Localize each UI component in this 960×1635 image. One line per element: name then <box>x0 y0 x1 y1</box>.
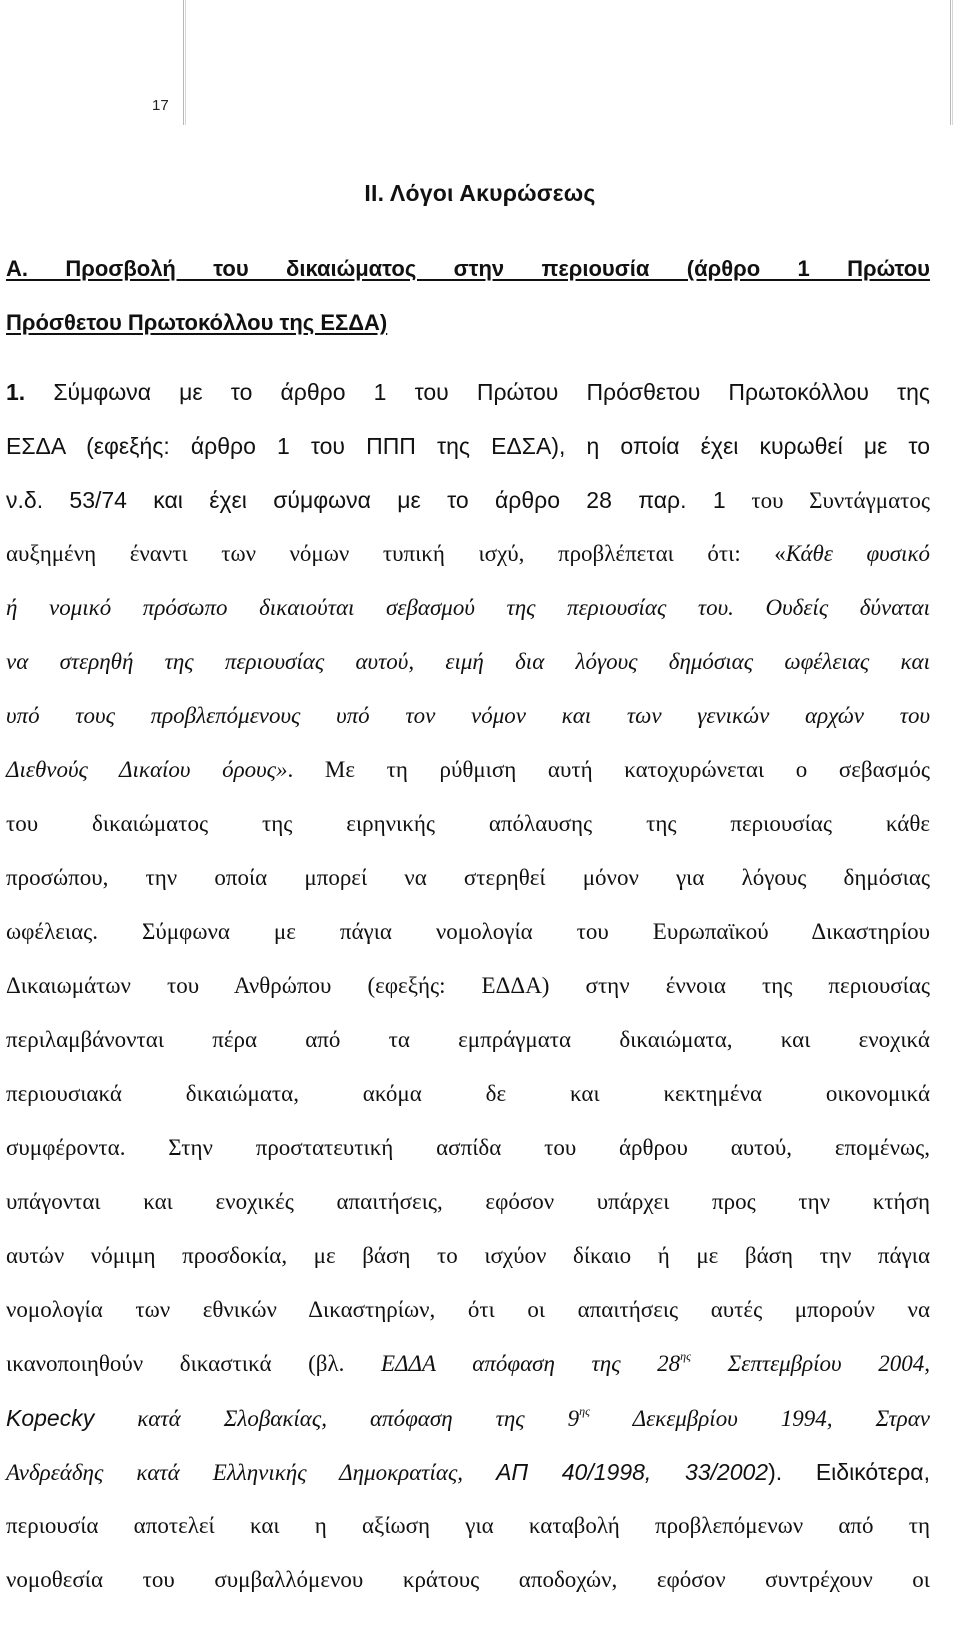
body-line-20 <box>6 1403 930 1434</box>
citation-text: Σεπτεμβρίου 2004, <box>690 1351 930 1376</box>
subheading-line-2: Πρόσθετου Πρωτοκόλλου της ΕΣΔΑ) <box>6 310 388 335</box>
body-line-1 <box>6 377 930 408</box>
body-text: . Με τη ρύθμιση αυτή κατοχυρώνεται ο σεβασμός <box>287 757 931 782</box>
citation-text: Δεκεμβρίου 1994, Στραν <box>589 1406 930 1431</box>
body-line-12: Δικαιωμάτων του Ανθρώπου (εφεξής: ΕΔΔΑ) στην έννοια της περιουσίας <box>6 973 930 998</box>
body-line-14: περιουσιακά δικαιώματα, ακόμα δε και κεκτημένα οικονομικά <box>6 1081 930 1106</box>
body-text: ). Ειδικότερα, <box>768 1459 930 1485</box>
body-line-4 <box>6 539 930 569</box>
body-line-16: υπάγονται και ενοχικές απαιτήσεις, εφόσον υπάρχει προς την κτήση <box>6 1189 930 1214</box>
body-line-3 <box>6 485 930 516</box>
citation-text: ΑΠ 40/1998, 33/2002 <box>496 1459 769 1485</box>
body-line-15: συμφέροντα. Στην προστατευτική ασπίδα του άρθρου αυτού, επομένως, <box>6 1135 930 1160</box>
margin-rule-left <box>183 0 184 125</box>
citation-text: κατά Σλοβακίας, απόφαση της 9 <box>94 1406 580 1431</box>
body-line-11: ωφέλειας. Σύμφωνα με πάγια νομολογία του Ευρωπαϊκού Δικαστηρίου <box>6 919 930 944</box>
body-text: του Συντάγματος <box>725 488 930 513</box>
ordinal-suffix: ης <box>579 1404 590 1418</box>
body-line-17: αυτών νόμιμη προσδοκία, με βάση το ισχύον δίκαιο ή με βάση την πάγια <box>6 1243 930 1268</box>
body-text: ικανοποιηθούν δικαστικά (βλ. <box>6 1351 381 1376</box>
body-line-22: περιουσία αποτελεί και η αξίωση για καταβολή προβλεπόμενων από τη <box>6 1513 930 1538</box>
page-number: 17 <box>152 97 169 114</box>
body-text: αυξημένη έναντι των νόμων τυπική ισχύ, προβλέπεται ότι: « <box>6 541 786 566</box>
ordinal-suffix: ης <box>680 1349 691 1363</box>
citation-text: ΕΔΔΑ απόφαση της 28 <box>381 1351 681 1376</box>
body-text: Σύμφωνα με το άρθρο 1 του Πρώτου Πρόσθετου Πρωτοκόλλου της <box>25 379 930 405</box>
body-line-21 <box>6 1457 930 1488</box>
body-line-10: προσώπου, την οποία μπορεί να στερηθεί μόνον για λόγους δημόσιας <box>6 865 930 890</box>
body-line-6: να στερηθή της περιουσίας αυτού, ειμή δια λόγους δημόσιας ωφέλειας και <box>6 649 930 674</box>
quote-text: Κάθε φυσικό <box>785 541 930 566</box>
body-line-8 <box>6 755 930 785</box>
citation-text: Kopecky <box>6 1405 95 1431</box>
citation-text: Ανδρεάδης κατά Ελληνικής Δημοκρατίας, <box>6 1460 497 1485</box>
margin-rule-right <box>950 0 951 125</box>
body-line-23: νομοθεσία του συμβαλλόμενου κράτους αποδοχών, εφόσον συντρέχουν οι <box>6 1567 930 1592</box>
body-line-5: ή νομικό πρόσωπο δικαιούται σεβασμού της περιουσίας του. Ουδείς δύναται <box>6 595 930 620</box>
section-heading: ΙΙ. Λόγοι Ακυρώσεως <box>364 180 596 206</box>
body-line-19 <box>6 1349 930 1379</box>
body-line-9: του δικαιώματος της ειρηνικής απόλαυσης της περιουσίας κάθε <box>6 811 930 836</box>
body-line-13: περιλαμβάνονται πέρα από τα εμπράγματα δικαιώματα, και ενοχικά <box>6 1027 930 1052</box>
body-line-18: νομολογία των εθνικών Δικαστηρίων, ότι οι απαιτήσεις αυτές μπορούν να <box>6 1297 930 1322</box>
body-line-2: ΕΣΔΑ (εφεξής: άρθρο 1 του ΠΠΠ της ΕΔΣΑ), η οποία έχει κυρωθεί με το <box>6 433 930 459</box>
subheading-line-1: Α. Προσβολή του δικαιώματος στην περιουσία (άρθρο 1 Πρώτου <box>6 256 930 281</box>
body-line-7: υπό τους προβλεπόμενους υπό τον νόμον και των γενικών αρχών του <box>6 703 930 728</box>
quote-text: Διεθνούς Δικαίου όρους» <box>6 757 288 782</box>
margin-rule-right-inner <box>952 0 953 125</box>
margin-rule-left-inner <box>185 0 186 125</box>
paragraph-number: 1. <box>6 379 26 405</box>
body-text: ν.δ. 53/74 και έχει σύμφωνα με το άρθρο 28 παρ. 1 <box>6 487 726 513</box>
